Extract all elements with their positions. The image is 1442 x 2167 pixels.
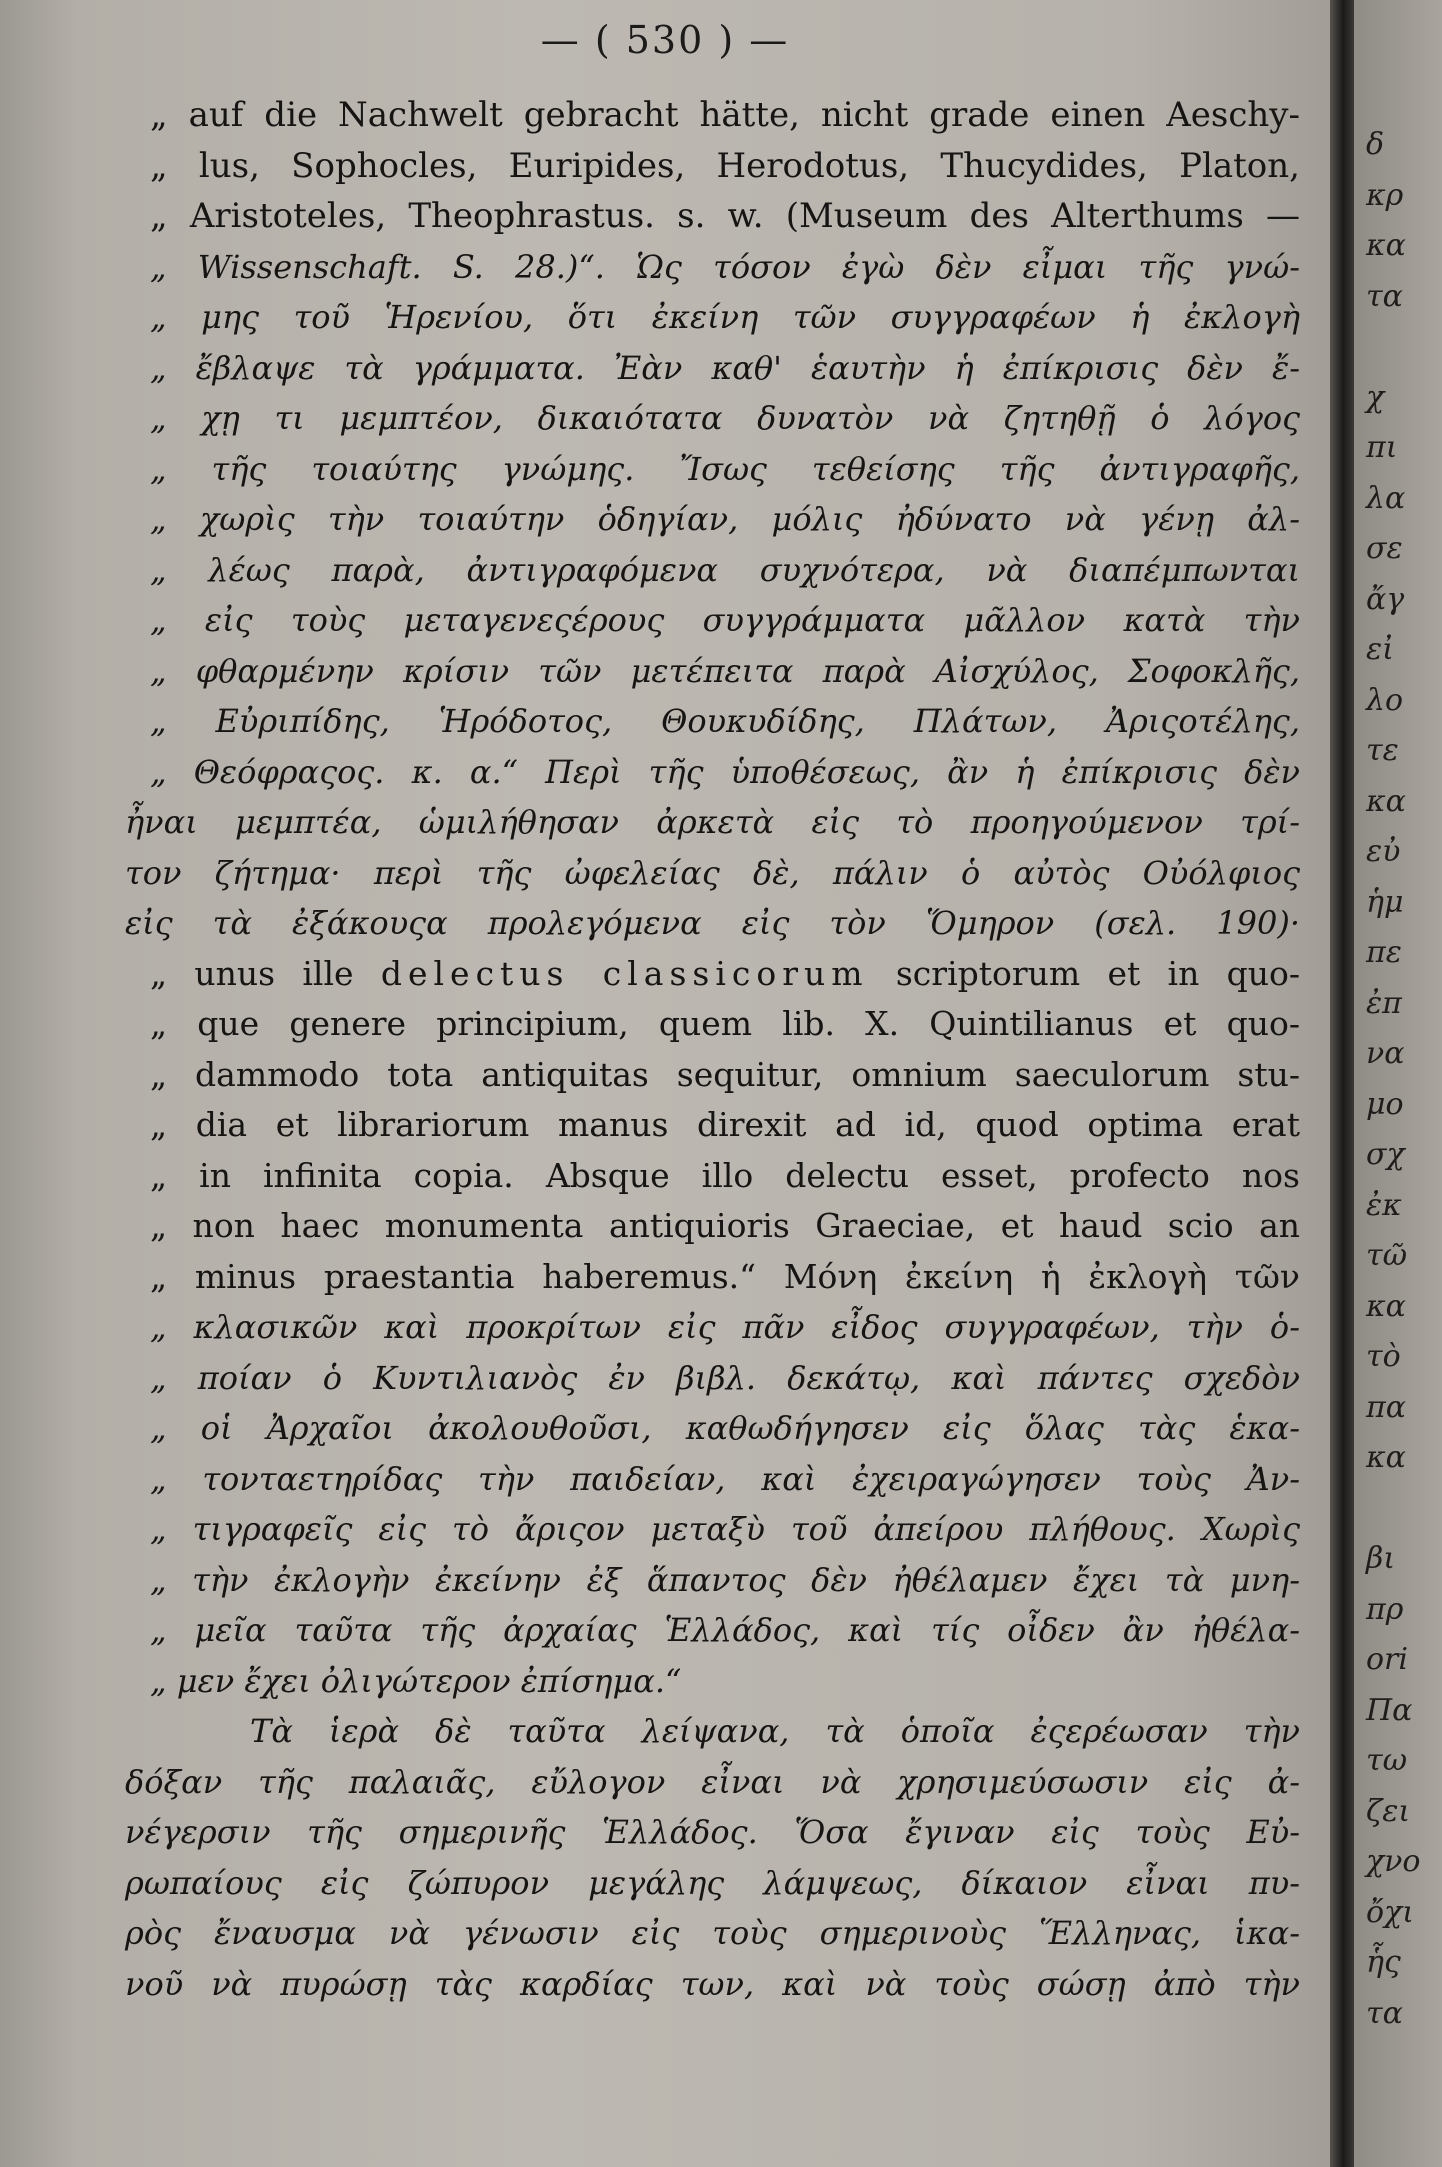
facing-page-fragment: λα: [1366, 480, 1406, 516]
spaced-emphasis: delectus classicorum: [380, 953, 869, 993]
text-line: „ Θεόφραςος. κ. α.“ Περὶ τῆς ὑποθέσεως, ἂν ἡ ἐπίκρισις δὲν: [150, 752, 1300, 791]
text-line: „ Wissenschaft. S. 28.)“. Ὡς τόσον ἐγὼ δὲν εἶμαι τῆς γνώ-: [150, 247, 1300, 286]
facing-page-fragment: χνο: [1366, 1844, 1421, 1879]
facing-page-fragment: δ: [1366, 127, 1385, 162]
text-line: „ lus, Sophocles, Euripides, Herodotus, Thucydides, Platon,: [150, 145, 1300, 186]
text-line: ρὸς ἔναυσμα νὰ γένωσιν εἰς τοὺς σημερινοὺς Ἕλληνας, ἱκα-: [125, 1914, 1300, 1952]
facing-page-fragment: πρ: [1366, 1591, 1404, 1627]
facing-page-fragment: τα: [1366, 1995, 1403, 2031]
text-line: „ τῆς τοιαύτης γνώμης. Ἴσως τεθείσης τῆς ἀντιγραφῆς,: [150, 449, 1300, 488]
facing-page-fragment: τῶ: [1366, 1238, 1408, 1273]
facing-page-fragment: εἰ: [1366, 632, 1394, 667]
text-line: νέγερσιν τῆς σημερινῆς Ἑλλάδος. Ὅσα ἔγιναν εἰς τοὺς Εὐ-: [125, 1813, 1300, 1851]
facing-page-fragment: βι: [1366, 1541, 1396, 1576]
text-line: „ κλασικῶν καὶ προκρίτων εἰς πᾶν εἶδος συγγραφέων, τὴν ὁ-: [150, 1308, 1300, 1346]
text-line: „ in infinita copia. Absque illo delectu esset, profecto nos: [150, 1155, 1300, 1195]
text-line: „ minus praestantia haberemus.“ Μόνη ἐκείνη ἡ ἐκλογὴ τῶν: [150, 1256, 1300, 1296]
page-number-header: — ( 530 ) —: [540, 18, 790, 62]
text-line: „ εἰς τοὺς μεταγενεςέρους συγγράμματα μᾶλλον κατὰ τὴν: [150, 601, 1300, 639]
facing-page-edge: [1354, 0, 1442, 2167]
body-text: [125, 90, 1301, 2009]
text-line: εἰς τὰ ἐξάκουςα προλεγόμενα εἰς τὸν Ὅμηρον (σελ. 190)·: [125, 904, 1300, 942]
facing-page-fragment: τα: [1366, 278, 1403, 314]
text-line: „ ποίαν ὁ Κυντιλιανὸς ἐν βιβλ. δεκάτῳ, καὶ πάντες σχεδὸν: [150, 1358, 1300, 1397]
text-line: „ μης τοῦ Ἡρενίου, ὅτι ἐκείνη τῶν συγγραφέων ἡ ἐκλογὴ: [150, 298, 1300, 336]
book-gutter: [1330, 0, 1354, 2167]
text-line: „ μεν ἔχει ὀλιγώτερον ἐπίσημα.“: [150, 1661, 682, 1700]
facing-page-fragment: Πα: [1366, 1692, 1413, 1728]
text-line: νοῦ νὰ πυρώσῃ τὰς καρδίας των, καὶ νὰ τοὺς σώσῃ ἀπὸ τὴν: [125, 1964, 1300, 2003]
text-line: „ τιγραφεῖς εἰς τὸ ἄριςον μεταξὺ τοῦ ἀπείρου πλήθους. Χωρὶς: [150, 1510, 1300, 1548]
facing-page-fragment: κα: [1366, 783, 1406, 819]
facing-page-fragment: ἡμ: [1366, 884, 1404, 920]
text-line: ἦναι μεμπτέα, ὡμιλήθησαν ἀρκετὰ εἰς τὸ προηγούμενον τρί-: [125, 803, 1300, 841]
facing-page-fragment: ἧς: [1366, 1945, 1401, 1980]
facing-page-fragment: πε: [1366, 935, 1402, 970]
text-line: [150, 949, 1300, 1000]
text-line: „ μεῖα ταῦτα τῆς ἀρχαίας Ἑλλάδος, καὶ τίς οἶδεν ἂν ἠθέλα-: [150, 1611, 1300, 1649]
facing-page-fragment: ὄχι: [1366, 1894, 1415, 1930]
facing-page-fragment: [1366, 322, 1420, 373]
text-line: „ φθαρμένην κρίσιν τῶν μετέπειτα παρὰ Αἰσχύλος, Σοφοκλῆς,: [150, 651, 1300, 690]
facing-page-fragment: κα: [1366, 1440, 1406, 1475]
facing-page-fragment: τε: [1366, 733, 1399, 768]
text-line: ρωπαίους εἰς ζώπυρον μεγάλης λάμψεως, δίκαιον εἶναι πυ-: [125, 1863, 1300, 1902]
text-line: „ non haec monumenta antiquioris Graeciae, et haud scio an: [150, 1206, 1300, 1245]
facing-page-fragment: ἄγ: [1366, 581, 1405, 617]
text-line: „ dia et librariorum manus direxit ad id, quod optima erat: [150, 1105, 1300, 1144]
facing-page-fragment: [1366, 1484, 1420, 1535]
text-line: Τὰ ἱερὰ δὲ ταῦτα λείψανα, τὰ ὁποῖα ἐςερέωσαν τὴν: [250, 1712, 1300, 1750]
facing-page-fragment: πι: [1366, 430, 1398, 465]
facing-page-fragment: λο: [1366, 682, 1404, 718]
text-line: τον ζήτημα· περὶ τῆς ὠφελείας δὲ, πάλιν ὁ αὐτὸς Οὐόλφιος: [125, 853, 1300, 892]
facing-page-fragment: τὸ: [1366, 1339, 1401, 1374]
text-line: „ Aristoteles, Theophrastus. s. w. (Museum des Alterthums —: [150, 196, 1300, 236]
facing-page-fragments: [1366, 120, 1420, 2039]
facing-page-fragment: ἐπ: [1366, 985, 1402, 1021]
text-line: „ οἱ Ἀρχαῖοι ἀκολουθοῦσι, καθωδήγησεν εἰς ὅλας τὰς ἑκα-: [150, 1409, 1300, 1447]
facing-page-fragment: εὐ: [1366, 834, 1401, 869]
text-line: „ χωρὶς τὴν τοιαύτην ὁδηγίαν, μόλις ἠδύνατο νὰ γένῃ ἀλ-: [150, 500, 1300, 538]
text-line: „ Εὐριπίδης, Ἡρόδοτος, Θουκυδίδης, Πλάτων, Ἀριςοτέλης,: [150, 702, 1300, 740]
text-line: „ que genere principium, quem lib. X. Quintilianus et quo-: [150, 1004, 1300, 1043]
facing-page-fragment: ζει: [1366, 1793, 1411, 1829]
text-line: δόξαν τῆς παλαιᾶς, εὔλογον εἶναι νὰ χρησιμεύσωσιν εἰς ἀ-: [125, 1762, 1300, 1801]
facing-page-fragment: κα: [1366, 228, 1406, 263]
facing-page-fragment: σε: [1366, 531, 1403, 566]
line-text-end: scriptorum et in quo-: [868, 953, 1301, 993]
facing-page-fragment: μο: [1366, 1086, 1404, 1122]
facing-page-fragment: τω: [1366, 1743, 1408, 1778]
line-text-start: „ unus ille: [150, 953, 381, 993]
facing-page-fragment: ἐκ: [1366, 1187, 1402, 1223]
text-line: „ auf die Nachwelt gebracht hätte, nicht grade einen Aeschy-: [150, 95, 1300, 135]
text-line: „ τὴν ἐκλογὴν ἐκείνην ἐξ ἅπαντος δὲν ἠθέλαμεν ἔχει τὰ μνη-: [150, 1560, 1300, 1599]
text-line: „ λέως παρὰ, ἀντιγραφόμενα συχνότερα, νὰ διαπέμπωνται: [150, 550, 1300, 589]
text-line: „ χῃ τι μεμπτέον, δικαιότατα δυνατὸν νὰ ζητηθῇ ὁ λόγος: [150, 399, 1300, 437]
text-line: „ ἔβλαψε τὰ γράμματα. Ἐὰν καθ' ἑαυτὴν ἡ ἐπίκρισις δὲν ἔ-: [150, 348, 1300, 387]
facing-page-fragment: πα: [1366, 1389, 1406, 1425]
facing-page-fragment: κρ: [1366, 177, 1404, 213]
text-line: „ dammodo tota antiquitas sequitur, omnium saeculorum stu-: [150, 1054, 1300, 1094]
facing-page-fragment: ori: [1366, 1642, 1408, 1677]
facing-page-fragment: σχ: [1366, 1137, 1405, 1172]
facing-page-fragment: κα: [1366, 1288, 1406, 1324]
facing-page-fragment: χ: [1366, 379, 1385, 415]
text-line: „ τονταετηρίδας τὴν παιδείαν, καὶ ἐχειραγώγησεν τοὺς Ἀν-: [150, 1459, 1300, 1498]
facing-page-fragment: να: [1366, 1036, 1405, 1071]
